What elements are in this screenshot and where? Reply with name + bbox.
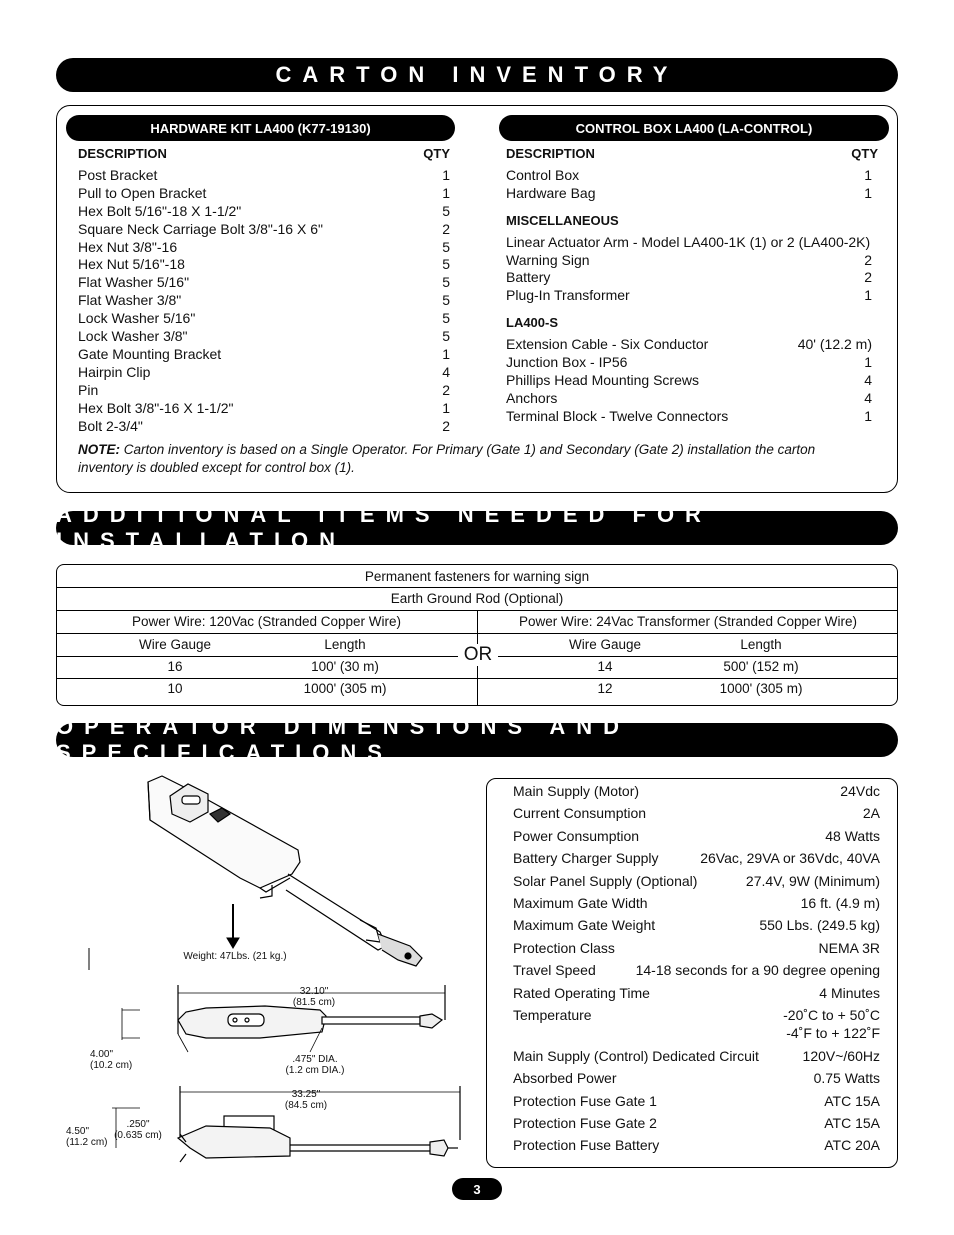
spec-value-line: 120V~/60Hz <box>802 1047 880 1064</box>
hardware-item-description: Pull to Open Bracket <box>78 184 207 201</box>
dim-32-cm: (81.5 cm) <box>292 997 336 1008</box>
dim-450-cm: (11.2 cm) <box>66 1137 108 1148</box>
hardware-item-description: Hex Nut 3/8"-16 <box>78 238 178 255</box>
spec-row <box>513 939 880 961</box>
dim-33-cm: (84.5 cm) <box>284 1100 328 1111</box>
hardware-item-description: Hairpin Clip <box>78 363 151 380</box>
la400s-item-row <box>506 336 872 354</box>
carton-inventory-banner: CARTON INVENTORY <box>56 58 898 92</box>
hardware-item-qty: 2 <box>442 220 450 237</box>
la400s-item-description: Phillips Head Mounting Screws <box>506 371 699 388</box>
spec-row <box>513 804 880 826</box>
note-text: Carton inventory is based on a Single Operator. For Primary (Gate 1) and Secondary (Gate 2) installation the carton inventory is doubled except for control box (1). <box>78 442 816 475</box>
spec-label: Battery Charger Supply <box>513 850 659 867</box>
hardware-item-qty: 1 <box>442 184 450 201</box>
spec-value-line: 2A <box>862 805 880 822</box>
right-power-wire-title: Power Wire: 24Vac Transformer (Stranded Copper Wire) <box>518 614 858 629</box>
hardware-item-row <box>78 364 450 382</box>
spec-value-line-2: -4˚F to + 122˚F <box>786 1024 880 1041</box>
dim-475-cm: (1.2 cm DIA.) <box>285 1065 345 1076</box>
dim-450-in: 4.50" <box>66 1126 90 1137</box>
hardware-item-description: Gate Mounting Bracket <box>78 345 222 362</box>
hardware-item-description: Hex Bolt 5/16"-18 X 1-1/2" <box>78 202 242 219</box>
spec-value <box>824 1092 880 1114</box>
spec-label: Travel Speed <box>513 962 596 979</box>
hardware-item-qty: 4 <box>442 363 450 380</box>
dim-32-label <box>274 986 354 1008</box>
la400s-item-description: Extension Cable - Six Conductor <box>506 336 709 353</box>
hardware-item-row <box>78 310 450 328</box>
misc-header: MISCELLANEOUS <box>506 212 619 228</box>
spec-value <box>824 1136 880 1158</box>
dim-450-label <box>66 1126 116 1148</box>
left-col-length: Length <box>324 637 366 652</box>
control-box-item-description: Control Box <box>506 166 580 183</box>
spec-value-line: 48 Watts <box>825 827 880 844</box>
spec-value <box>783 1006 880 1047</box>
spec-label: Power Consumption <box>513 827 640 844</box>
spec-row <box>513 894 880 916</box>
spec-value-line: 16 ft. (4.9 m) <box>800 894 880 911</box>
spec-value-line: ATC 20A <box>824 1137 880 1154</box>
dim-4-in: 4.00" <box>90 1049 114 1060</box>
spec-row <box>513 827 880 849</box>
hardware-item-qty: 5 <box>442 238 450 255</box>
spec-value-line: 26Vac, 29VA or 36Vdc, 40VA <box>700 850 880 867</box>
spec-label: Current Consumption <box>513 805 647 822</box>
specifications-list <box>513 782 880 1159</box>
spec-row <box>513 782 880 804</box>
misc-item-description: Battery <box>506 269 551 286</box>
column-header-description: DESCRIPTION <box>78 146 167 161</box>
hardware-item-description: Pin <box>78 381 99 398</box>
hardware-item-row <box>78 221 450 239</box>
spec-label: Protection Fuse Gate 1 <box>513 1092 657 1109</box>
spec-value <box>759 916 880 938</box>
hardware-item-qty: 2 <box>442 417 450 434</box>
dim-4-label <box>90 1049 140 1071</box>
right-row1-length: 500' (152 m) <box>723 659 799 674</box>
additional-row-fasteners: Permanent fasteners for warning sign <box>364 569 590 584</box>
spec-row <box>513 1114 880 1136</box>
hardware-item-row <box>78 328 450 346</box>
spec-value <box>824 1114 880 1136</box>
la400s-item-qty: 1 <box>864 354 872 371</box>
control-box-item-qty: 1 <box>864 184 872 201</box>
hardware-item-qty: 5 <box>442 328 450 345</box>
misc-item-description: Warning Sign <box>506 251 590 268</box>
spec-row <box>513 1006 880 1047</box>
hardware-item-description: Flat Washer 5/16" <box>78 274 190 291</box>
or-label: OR <box>458 644 498 666</box>
spec-row <box>513 1092 880 1114</box>
hardware-item-qty: 2 <box>442 381 450 398</box>
right-row1-gauge: 14 <box>597 659 613 674</box>
hardware-item-row <box>78 292 450 310</box>
spec-label: Protection Fuse Gate 2 <box>513 1115 657 1132</box>
dim-33-in: 33.25" <box>291 1089 321 1100</box>
hardware-item-description: Hex Bolt 3/8"-16 X 1-1/2" <box>78 399 234 416</box>
spec-value <box>840 782 880 804</box>
hardware-item-description: Post Bracket <box>78 166 158 183</box>
la400s-item-row <box>506 408 872 426</box>
column-header-description: DESCRIPTION <box>506 146 595 161</box>
right-col-gauge: Wire Gauge <box>568 637 642 652</box>
misc-item-description: Linear Actuator Arm - Model LA400-1K (1) or 2 (LA400-2K) <box>506 233 871 250</box>
hardware-item-qty: 5 <box>442 292 450 309</box>
misc-item-row <box>506 269 872 287</box>
hardware-item-qty: 5 <box>442 202 450 219</box>
spec-value-line: ATC 15A <box>824 1115 880 1132</box>
hardware-kit-list <box>78 145 450 436</box>
spec-label: Temperature <box>513 1006 592 1023</box>
hardware-kit-title: HARDWARE KIT LA400 (K77-19130) <box>66 115 455 141</box>
spec-value-line: ATC 15A <box>824 1092 880 1109</box>
carton-note <box>78 441 868 477</box>
la400s-item-qty: 40' (12.2 m) <box>797 336 872 353</box>
spec-value <box>801 894 880 916</box>
dimensions-specs-banner: OPERATOR DIMENSIONS AND SPECIFICATIONS <box>56 723 898 757</box>
hardware-item-description: Square Neck Carriage Bolt 3/8"-16 X 6" <box>78 220 323 237</box>
misc-item-qty: 1 <box>864 287 872 304</box>
spec-value <box>819 939 880 961</box>
spec-label: Main Supply (Control) Dedicated Circuit <box>513 1047 759 1064</box>
la400s-item-row <box>506 390 872 408</box>
spec-label: Maximum Gate Weight <box>513 917 656 934</box>
spec-row <box>513 1047 880 1069</box>
hardware-item-description: Lock Washer 5/16" <box>78 310 196 327</box>
misc-item-row <box>506 287 872 305</box>
la400s-item-description: Anchors <box>506 389 558 406</box>
misc-item-row <box>506 252 872 270</box>
left-col-gauge: Wire Gauge <box>138 637 212 652</box>
la400s-header: LA400-S <box>506 315 559 331</box>
left-row1-length: 100' (30 m) <box>311 659 379 674</box>
misc-item-qty: 2 <box>864 269 872 286</box>
weight-label: Weight: 47Lbs. (21 kg.) <box>183 951 287 962</box>
la400s-item-row <box>506 354 872 372</box>
control-box-item-row <box>506 185 872 203</box>
note-label: NOTE: <box>78 442 120 457</box>
spec-value <box>863 804 880 826</box>
spec-value-line: 24Vdc <box>840 783 880 799</box>
misc-item-description: Plug-In Transformer <box>506 287 630 304</box>
control-box-item-qty: 1 <box>864 166 872 183</box>
right-col-length: Length <box>740 637 782 652</box>
right-row2-length: 1000' (305 m) <box>719 681 803 696</box>
la400s-item-qty: 4 <box>864 371 872 388</box>
spec-value <box>819 984 880 1006</box>
spec-value-line: 4 Minutes <box>819 984 880 1001</box>
spec-value <box>803 1047 880 1069</box>
spec-label: Main Supply (Motor) <box>513 783 640 799</box>
la400s-item-qty: 1 <box>864 407 872 424</box>
dim-475-in: .475" DIA. <box>292 1054 338 1065</box>
spec-value-line: 550 Lbs. (249.5 kg) <box>759 917 880 934</box>
spec-value <box>700 849 880 871</box>
hardware-item-row <box>78 167 450 185</box>
column-header-qty: QTY <box>423 146 450 161</box>
column-header-qty: QTY <box>851 146 878 161</box>
misc-item-row <box>506 234 872 252</box>
control-box-item-row <box>506 167 872 185</box>
la400s-item-qty: 4 <box>864 389 872 406</box>
hardware-item-qty: 1 <box>442 166 450 183</box>
right-row2-gauge: 12 <box>597 681 613 696</box>
hardware-item-qty: 5 <box>442 310 450 327</box>
hardware-item-description: Lock Washer 3/8" <box>78 328 188 345</box>
spec-label: Absorbed Power <box>513 1070 617 1087</box>
spec-row <box>513 984 880 1006</box>
hardware-item-qty: 1 <box>442 345 450 362</box>
spec-label: Protection Fuse Battery <box>513 1137 660 1154</box>
dim-4-cm: (10.2 cm) <box>90 1060 133 1071</box>
spec-row <box>513 961 880 983</box>
hardware-item-description: Flat Washer 3/8" <box>78 292 182 309</box>
control-box-list <box>506 145 878 426</box>
left-power-wire-title: Power Wire: 120Vac (Stranded Copper Wire) <box>131 614 402 629</box>
hardware-item-qty: 5 <box>442 256 450 273</box>
dim-475-label <box>270 1054 360 1076</box>
la400s-item-description: Terminal Block - Twelve Connectors <box>506 407 729 424</box>
control-box-title: CONTROL BOX LA400 (LA-CONTROL) <box>499 115 889 141</box>
dim-250-cm: (0.635 cm) <box>114 1130 162 1141</box>
spec-label: Solar Panel Supply (Optional) <box>513 872 698 889</box>
spec-value-line: 14-18 seconds for a 90 degree opening <box>635 962 880 979</box>
spec-row <box>513 1136 880 1158</box>
spec-value-line: NEMA 3R <box>818 939 880 956</box>
hardware-item-description: Bolt 2-3/4" <box>78 417 143 434</box>
hardware-item-row <box>78 346 450 364</box>
spec-value-line: 27.4V, 9W (Minimum) <box>745 872 880 889</box>
hardware-item-row <box>78 203 450 221</box>
hardware-item-qty: 5 <box>442 274 450 291</box>
operator-iso-drawing <box>148 776 422 966</box>
dim-32-in: 32.10" <box>299 986 329 997</box>
hardware-item-row <box>78 274 450 292</box>
left-row1-gauge: 16 <box>167 659 183 674</box>
hardware-item-description: Hex Nut 5/16"-18 <box>78 256 185 273</box>
spec-label: Protection Class <box>513 939 615 956</box>
spec-value <box>746 872 880 894</box>
spec-label: Rated Operating Time <box>513 984 650 1001</box>
spec-value-line: 0.75 Watts <box>813 1070 880 1087</box>
hardware-item-row <box>78 400 450 418</box>
spec-label: Maximum Gate Width <box>513 894 648 911</box>
spec-value <box>636 961 880 983</box>
spec-row <box>513 849 880 871</box>
control-box-item-description: Hardware Bag <box>506 184 596 201</box>
dim-33-label <box>266 1089 346 1111</box>
weight-arrow <box>227 904 239 948</box>
hardware-item-qty: 1 <box>442 399 450 416</box>
spec-row <box>513 916 880 938</box>
hardware-item-row <box>78 185 450 203</box>
spec-row <box>513 1069 880 1091</box>
hardware-item-row <box>78 256 450 274</box>
dim-250-label <box>108 1119 168 1141</box>
misc-item-qty: 2 <box>864 251 872 268</box>
spec-value <box>814 1069 880 1091</box>
la400s-item-row <box>506 372 872 390</box>
hardware-item-row <box>78 382 450 400</box>
spec-value-line: -20˚C to + 50˚C <box>783 1006 880 1023</box>
hardware-item-row <box>78 418 450 436</box>
spec-value <box>825 827 880 849</box>
additional-row-ground-rod: Earth Ground Rod (Optional) <box>390 591 564 606</box>
dim-250-in: .250" <box>126 1119 150 1130</box>
left-row2-gauge: 10 <box>167 681 183 696</box>
additional-items-banner: ADDITIONAL ITEMS NEEDED FOR INSTALLATION <box>56 511 898 545</box>
hardware-item-row <box>78 239 450 257</box>
la400s-item-description: Junction Box - IP56 <box>506 354 628 371</box>
spec-row <box>513 872 880 894</box>
page-number: 3 <box>452 1178 502 1200</box>
left-row2-length: 1000' (305 m) <box>303 681 387 696</box>
